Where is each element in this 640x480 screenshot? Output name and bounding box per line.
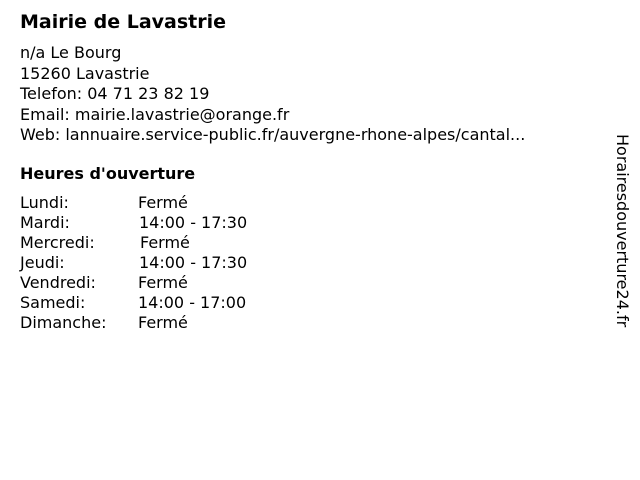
address-block — [20, 43, 525, 146]
day-hours: Fermé — [138, 193, 188, 212]
day-hours: Fermé — [138, 313, 188, 332]
day-hours: 14:00 - 17:30 — [139, 213, 248, 232]
day-label: Dimanche: — [20, 313, 107, 332]
street-line: n/a Le Bourg — [20, 43, 122, 62]
day-label: Samedi: — [20, 293, 86, 312]
day-hours: Fermé — [138, 273, 188, 292]
phone-line[interactable]: Telefon: 04 71 23 82 19 — [20, 84, 210, 103]
day-hours: 14:00 - 17:00 — [138, 293, 247, 312]
email-line[interactable]: Email: mairie.lavastrie@orange.fr — [20, 104, 290, 124]
day-hours: Fermé — [140, 233, 190, 252]
city-line: 15260 Lavastrie — [20, 63, 150, 83]
day-label: Mercredi: — [20, 233, 95, 252]
day-label: Jeudi: — [20, 253, 65, 272]
day-label: Mardi: — [20, 213, 70, 232]
page-title: Mairie de Lavastrie — [20, 11, 227, 33]
day-hours: 14:00 - 17:30 — [139, 253, 248, 272]
day-label: Lundi: — [20, 193, 69, 212]
web-line[interactable]: Web: lannuaire.service-public.fr/auvergne-rhone-alpes/cantal... — [20, 125, 526, 144]
side-brand-container — [611, 134, 633, 346]
day-label: Vendredi: — [20, 273, 96, 292]
opening-hours-heading: Heures d'ouverture — [20, 164, 196, 183]
side-brand-text[interactable]: Horairesdouverture24.fr — [613, 134, 632, 328]
